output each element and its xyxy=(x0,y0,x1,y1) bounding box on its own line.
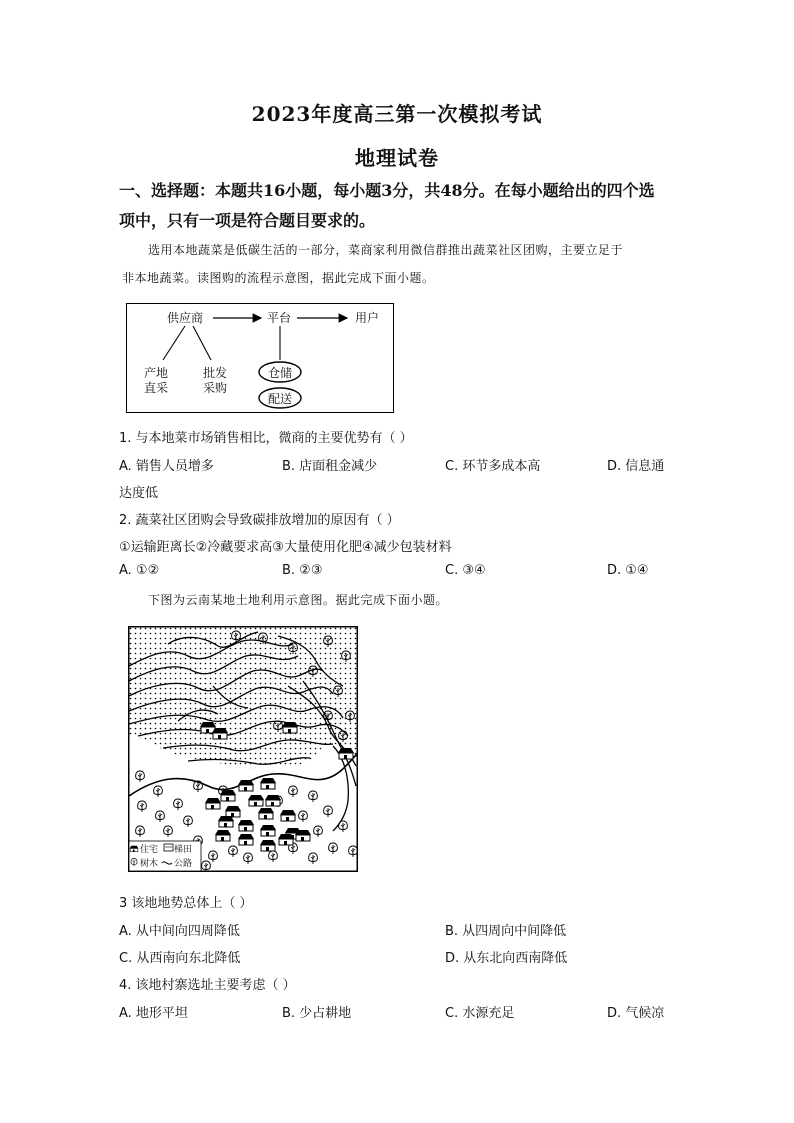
q3-stem: 3 该地地势总体上（ ） xyxy=(119,896,253,911)
q1-option-b[interactable]: B. 店面租金减少 xyxy=(282,459,378,474)
line-origin xyxy=(163,326,185,360)
flow-user: 用户 xyxy=(355,311,380,325)
q3-option-d[interactable]: D. 从东北向西南降低 xyxy=(445,951,568,966)
section-heading-line1: 一、选择题：本题共16小题，每小题3分，共48分。在每小题给出的四个选 xyxy=(119,181,655,200)
q1-option-d[interactable]: D. 信息通 xyxy=(607,459,665,474)
q2-option-a[interactable]: A. ①② xyxy=(119,563,160,578)
q4-option-c[interactable]: C. 水源充足 xyxy=(445,1006,515,1021)
q2-items: ①运输距离长②冷藏要求高③大量使用化肥④减少包装材料 xyxy=(119,540,452,555)
q3-option-a[interactable]: A. 从中间向四周降低 xyxy=(119,924,240,939)
flow-origin-l2: 直采 xyxy=(144,381,169,395)
flowchart xyxy=(126,303,394,413)
flow-storage: 仓储 xyxy=(268,366,293,380)
q2-option-b[interactable]: B. ②③ xyxy=(282,563,323,578)
legend-road: 公路 xyxy=(174,859,193,869)
q1-stem: 1. 与本地菜市场销售相比，微商的主要优势有（ ） xyxy=(119,431,413,446)
legend-tree: 树木 xyxy=(140,859,159,869)
q2-option-d[interactable]: D. ①④ xyxy=(607,563,649,578)
q3-option-c[interactable]: C. 从西南向东北降低 xyxy=(119,951,241,966)
group1-intro-line2: 非本地蔬菜。读图购的流程示意图，据此完成下面小题。 xyxy=(122,271,435,285)
q2-stem: 2. 蔬菜社区团购会导致碳排放增加的原因有（ ） xyxy=(119,513,400,528)
section-heading-line2: 项中，只有一项是符合题目要求的。 xyxy=(119,211,376,230)
group2-intro: 下图为云南某地土地利用示意图。据此完成下面小题。 xyxy=(148,593,449,607)
q1-option-d-cont: 达度低 xyxy=(119,486,159,501)
flow-supplier: 供应商 xyxy=(167,311,204,325)
exam-subtitle: 地理试卷 xyxy=(355,146,439,170)
legend-house: 住宅 xyxy=(140,845,159,855)
q1-option-c[interactable]: C. 环节多成本高 xyxy=(445,459,541,474)
flow-delivery: 配送 xyxy=(268,392,293,406)
q1-option-a[interactable]: A. 销售人员增多 xyxy=(119,459,214,474)
q2-option-c[interactable]: C. ③④ xyxy=(445,563,486,578)
q4-option-b[interactable]: B. 少占耕地 xyxy=(282,1006,352,1021)
q4-option-d[interactable]: D. 气候凉 xyxy=(607,1006,665,1021)
line-wholesale xyxy=(193,326,211,360)
exam-title: 2023年度高三第一次模拟考试 xyxy=(251,102,543,126)
group1-intro-line1: 选用本地蔬菜是低碳生活的一部分，菜商家利用微信群推出蔬菜社区团购，主要立足于 xyxy=(148,243,624,257)
land-use-map-graphic xyxy=(128,626,358,872)
q4-option-a[interactable]: A. 地形平坦 xyxy=(119,1006,188,1021)
land-use-map xyxy=(128,626,358,872)
q4-stem: 4. 该地村寨选址主要考虑（ ） xyxy=(119,978,296,993)
flow-wholesale-l2: 采购 xyxy=(203,381,228,395)
legend-terrace: 梯田 xyxy=(174,845,193,855)
flow-wholesale-l1: 批发 xyxy=(203,366,228,380)
q3-option-b[interactable]: B. 从四周向中间降低 xyxy=(445,924,567,939)
flow-origin-l1: 产地 xyxy=(144,366,169,380)
flow-platform: 平台 xyxy=(267,311,292,325)
